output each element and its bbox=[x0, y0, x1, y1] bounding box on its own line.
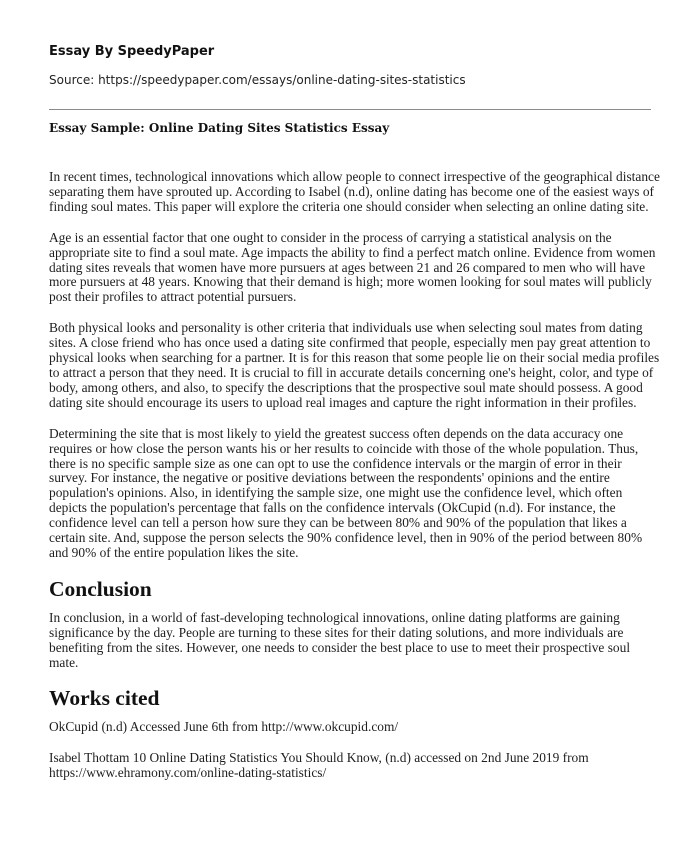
paragraph-sample-size: Determining the site that is most likely to yield the greatest success often depends on the data accuracy one requires or how close the person wants his or her results to coincide with those of the whole population. Thus, there is no specific sample size as one can opt to use the confidence intervals or the margin of error in their survey. For instance, the negative or positive deviations between the respondents' opinions and the entire population's opinions. Also, in identifying the sample size, one might use the confidence level, which often depicts the population's percentage that falls on the confidence intervals (OkCupid (n.d). For instance, the confidence level can tell a person how sure they can be between 80% and 90% of the population that likes a certain site. And, suppose the person selects the 90% confidence level, then in 90% of the period between 80% and 90% of the entire population likes the site. bbox=[49, 425, 643, 560]
paragraph-looks: Both physical looks and personality is other criteria that individuals use when selecting soul mates from dating sites. A close friend who has once used a dating site confirmed that people, especially men pay great attention to physical looks when searching for a partner. It is for this reason that some people lie on their social media profiles to attract a person that they need. It is crucial to fill in accurate details concerning one's height, color, and type of body, among others, and also, to specify the descriptions that the prospective soul mate should possess. A good dating site should encourage its users to upload real images and capture the right information in their profiles. bbox=[49, 320, 660, 410]
citation-thottam: Isabel Thottam 10 Online Dating Statistics You Should Know, (n.d) accessed on 2nd June 2019 from https://www.ehramony.com/online-dating-statistics/ bbox=[49, 750, 589, 781]
document-header-title: Essay By SpeedyPaper bbox=[49, 44, 215, 59]
source-url-text: Source: https://speedypaper.com/essays/online-dating-sites-statistics bbox=[49, 73, 466, 87]
header-divider bbox=[49, 109, 651, 110]
essay-body bbox=[49, 170, 661, 797]
paragraph-intro: In recent times, technological innovations which allow people to connect irrespective of the geographical distance separating them have sprouted up. According to Isabel (n.d), online dating has become one of the easiest ways of finding soul mates. This paper will explore the criteria one should consider when selecting an online dating site. bbox=[49, 169, 660, 214]
paragraph-age: Age is an essential factor that one ought to consider in the process of carrying a statistical analysis on the appropriate site to find a soul mate. Age impacts the ability to find a perfect match online. Evidence from women dating sites reveals that women have more pursuers at ages between 21 and 26 compared to men who will have more pursuers at 48 years. Knowing that their demand is high; more women looking for soul mates will publicly post their profiles to attract potential pursuers. bbox=[49, 229, 656, 305]
essay-title: Essay Sample: Online Dating Sites Statistics Essay bbox=[49, 121, 390, 135]
paragraph-conclusion: In conclusion, in a world of fast-developing technological innovations, online dating platforms are gaining significance by the day. People are turning to these sites for their dating solutions, and more individuals are benefiting from the sites. However, one needs to consider the best place to use to meet their prospective soul mate. bbox=[49, 609, 631, 670]
citation-okcupid: OkCupid (n.d) Accessed June 6th from http://www.okcupid.com/ bbox=[49, 719, 399, 735]
conclusion-heading: Conclusion bbox=[49, 576, 152, 601]
works-cited-heading: Works cited bbox=[49, 686, 160, 711]
